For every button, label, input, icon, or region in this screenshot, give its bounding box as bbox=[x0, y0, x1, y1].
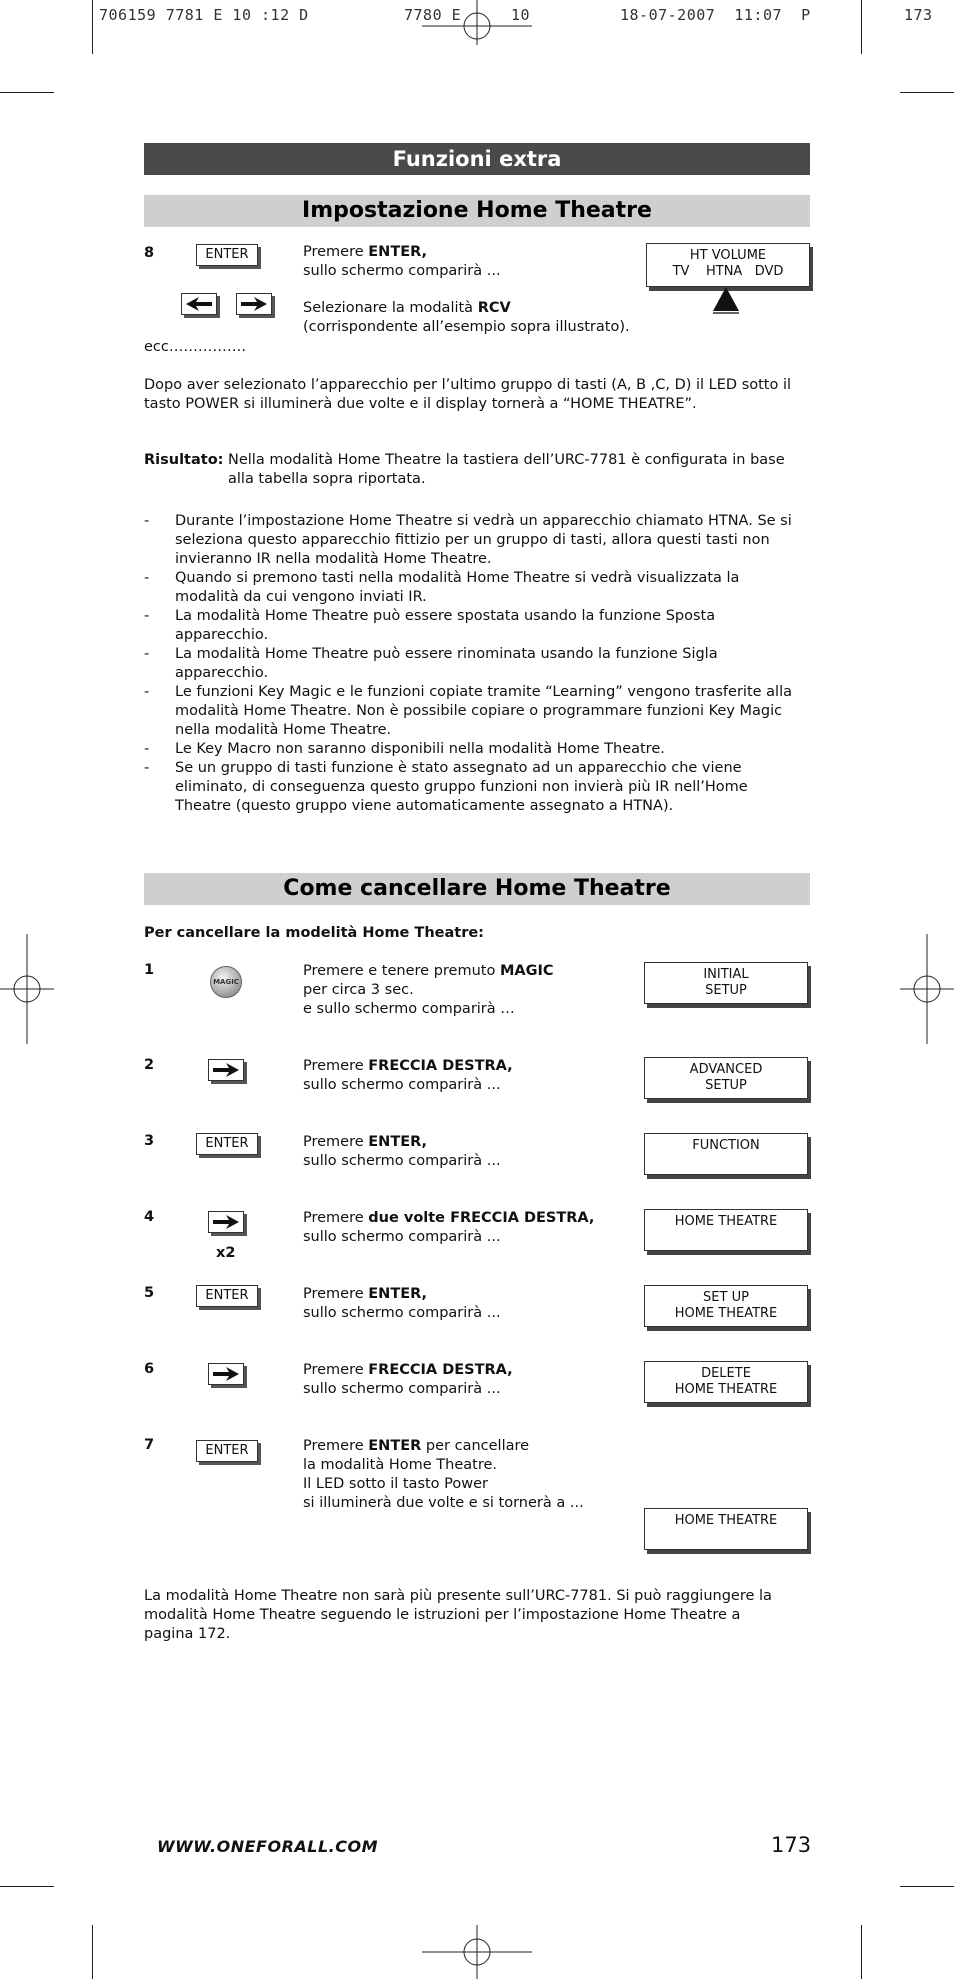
step8-select-text bbox=[303, 299, 703, 337]
screen-text: INITIAL SETUP bbox=[703, 967, 749, 998]
screen-text: ADVANCED SETUP bbox=[689, 1062, 763, 1093]
step-number: 5 bbox=[144, 1285, 155, 1301]
step-text bbox=[303, 1133, 643, 1171]
crop-mark bbox=[0, 1886, 54, 1887]
step-text bbox=[303, 962, 643, 1019]
registration-mark-left bbox=[0, 934, 54, 1044]
step-text-bold: FRECCIA DESTRA, bbox=[368, 1058, 513, 1074]
step-text-rest: sullo schermo comparirà ... bbox=[303, 1153, 501, 1169]
crop-mark bbox=[900, 92, 954, 93]
lcd-screen-ht-volume bbox=[646, 243, 810, 287]
final-paragraph: La modalità Home Theatre non sarà più presente sull’URC-7781. Si può raggiungere la modalità Home Theatre seguendo le istruzioni per l’impostazione Home Theatre a pagina 172. bbox=[144, 1588, 772, 1642]
screen-text: HOME THEATRE bbox=[674, 1513, 778, 1528]
step8-select: Selezionare la modalità bbox=[303, 300, 478, 316]
step-number: 8 bbox=[144, 245, 155, 261]
list-item: - Durante l’impostazione Home Theatre si vedrà un apparecchio chiamato HTNA. Se si seleziona questo apparecchio fittizio per un gruppo di tasti, allora questi tasti non invieranno IR nella modalità Home Theatre. bbox=[144, 512, 794, 569]
arrow-right-key-icon bbox=[208, 1059, 244, 1081]
step-text-rest: sullo schermo comparirà ... bbox=[303, 1381, 501, 1397]
step8-rcv: RCV bbox=[477, 300, 511, 316]
crop-mark bbox=[900, 1886, 954, 1887]
screen-line: TV HTNA DVD bbox=[672, 264, 784, 279]
lcd-screen bbox=[644, 962, 808, 1004]
slug-code: 706159 7781 E 10 :12 D bbox=[99, 6, 309, 24]
list-item: - Quando si premono tasti nella modalità Home Theatre si vedrà visualizzata la modalità da cui vengono inviati IR. bbox=[144, 569, 794, 607]
step-text-a: Premere bbox=[303, 1438, 369, 1454]
arrow-right-key-icon bbox=[208, 1211, 244, 1233]
step-text-rest: sullo schermo comparirà ... bbox=[303, 1229, 501, 1245]
arrow-right-key-icon bbox=[236, 293, 272, 315]
list-item: - Le Key Macro non saranno disponibili nella modalità Home Theatre. bbox=[144, 740, 794, 759]
step-text bbox=[303, 1361, 643, 1399]
lcd-screen bbox=[644, 1361, 808, 1403]
registration-mark-right bbox=[900, 934, 954, 1044]
arrow-right-key-icon bbox=[208, 1363, 244, 1385]
screen-text: HOME THEATRE bbox=[674, 1214, 778, 1229]
enter-key-icon: ENTER bbox=[196, 1133, 258, 1155]
slug-page: 173 bbox=[904, 6, 933, 24]
step-number: 1 bbox=[144, 962, 155, 978]
step-text-bold: ENTER, bbox=[368, 1134, 428, 1150]
step8-example: (corrispondente all’esempio sopra illustrato). bbox=[303, 319, 630, 335]
step-text-c: per cancellare bbox=[421, 1438, 530, 1454]
result-label-text: Risultato: bbox=[144, 452, 224, 468]
result-text bbox=[228, 451, 828, 489]
slug-middle-number: 10 bbox=[511, 6, 531, 24]
after-paragraph: Dopo aver selezionato l’apparecchio per l’ultimo gruppo di tasti (A, B ,C, D) il LED sotto il tasto POWER si illuminerà due volte e il display tornerà a “HOME THEATRE”. bbox=[144, 377, 792, 412]
screen-text: FUNCTION bbox=[692, 1138, 760, 1153]
step8-premere: Premere bbox=[303, 244, 369, 260]
list-item: - La modalità Home Theatre può essere spostata usando la funzione Sposta apparecchio. bbox=[144, 607, 794, 645]
setup-title: Impostazione Home Theatre bbox=[144, 195, 810, 227]
slug-middle: 7780 E bbox=[404, 6, 462, 24]
step-text-bold: ENTER, bbox=[368, 1286, 428, 1302]
step-number: 6 bbox=[144, 1361, 155, 1377]
step-text-a: Premere bbox=[303, 1134, 369, 1150]
up-arrow-pointer-icon bbox=[713, 287, 739, 315]
enter-key-icon: ENTER bbox=[196, 244, 258, 266]
notes-list bbox=[144, 512, 794, 816]
crop-mark bbox=[0, 92, 54, 93]
magic-key-icon: MAGIC bbox=[210, 966, 242, 998]
step-text-rest: per circa 3 sec. e sullo schermo comparirà … bbox=[303, 982, 515, 1017]
screen-line: HT VOLUME bbox=[689, 248, 767, 263]
section-header: Funzioni extra bbox=[144, 143, 810, 175]
step-text-a: Premere bbox=[303, 1362, 369, 1378]
step-text-a: Premere bbox=[303, 1286, 369, 1302]
enter-key-icon: ENTER bbox=[196, 1440, 258, 1462]
step-text-a: Premere bbox=[303, 1210, 369, 1226]
step-text bbox=[303, 1209, 643, 1247]
lcd-screen bbox=[644, 1057, 808, 1099]
delete-title: Come cancellare Home Theatre bbox=[144, 873, 810, 905]
multiplier-label: x2 bbox=[216, 1245, 236, 1261]
list-item: - La modalità Home Theatre può essere rinominata usando la funzione Sigla apparecchio. bbox=[144, 645, 794, 683]
step-text-rest: sullo schermo comparirà ... bbox=[303, 1305, 501, 1321]
step-number: 2 bbox=[144, 1057, 155, 1073]
delete-intro: Per cancellare la modelità Home Theatre: bbox=[144, 925, 484, 941]
step-text-bold: FRECCIA DESTRA, bbox=[368, 1362, 513, 1378]
result-label bbox=[144, 451, 223, 470]
lcd-screen bbox=[644, 1508, 808, 1550]
step-text bbox=[303, 1285, 643, 1323]
step-text bbox=[303, 1057, 643, 1095]
step-text bbox=[303, 1437, 643, 1513]
step-text-bold: MAGIC bbox=[499, 963, 554, 979]
crop-mark bbox=[861, 0, 862, 54]
step-text-bold: ENTER bbox=[368, 1438, 422, 1454]
slug-datetime: 18-07-2007 11:07 P bbox=[620, 6, 811, 24]
step-text-a: Premere e tenere premuto bbox=[303, 963, 500, 979]
page-number: 173 bbox=[771, 1833, 812, 1857]
enter-key-icon: ENTER bbox=[196, 1285, 258, 1307]
screen-text: SET UP HOME THEATRE bbox=[674, 1290, 778, 1321]
crop-mark bbox=[861, 1925, 862, 1979]
ecc-text: ecc……………. bbox=[144, 339, 246, 355]
step8-enter: ENTER, bbox=[368, 244, 428, 260]
lcd-screen bbox=[644, 1133, 808, 1175]
result-line: Nella modalità Home Theatre la tastiera dell’URC-7781 è configurata in base bbox=[228, 452, 785, 468]
step-text-rest: sullo schermo comparirà ... bbox=[303, 1077, 501, 1093]
registration-mark-top bbox=[422, 0, 532, 45]
step-text-bold: due volte FRECCIA DESTRA, bbox=[368, 1210, 595, 1226]
result-line: alla tabella sopra riportata. bbox=[228, 471, 426, 487]
crop-mark bbox=[92, 1925, 93, 1979]
step8-screen-text: sullo schermo comparirà ... bbox=[303, 263, 501, 279]
crop-mark bbox=[92, 0, 93, 54]
website-link[interactable]: WWW.ONEFORALL.COM bbox=[157, 1837, 379, 1856]
registration-mark-bottom bbox=[422, 1925, 532, 1979]
list-item: - Se un gruppo di tasti funzione è stato assegnato ad un apparecchio che viene eliminato, di conseguenza questo gruppo funzioni non invierà più IR nell’Home Theatre (questo gruppo viene automaticamente assegnato a HTNA). bbox=[144, 759, 794, 816]
list-item: - Le funzioni Key Magic e le funzioni copiate tramite “Learning” vengono trasferite alla modalità Home Theatre. Non è possibile copiare o programmare funzioni Key Magic nella modalità Home Theatre. bbox=[144, 683, 794, 740]
lcd-screen bbox=[644, 1285, 808, 1327]
screen-text: DELETE HOME THEATRE bbox=[674, 1366, 778, 1397]
step-number: 7 bbox=[144, 1437, 155, 1453]
step-text-a: Premere bbox=[303, 1058, 369, 1074]
arrow-left-key-icon bbox=[181, 293, 217, 315]
lcd-screen bbox=[644, 1209, 808, 1251]
step-text-rest: la modalità Home Theatre. Il LED sotto il tasto Power si illuminerà due volte e si tornerà a ... bbox=[303, 1457, 584, 1511]
step8-text bbox=[303, 243, 643, 281]
step-number: 4 bbox=[144, 1209, 155, 1225]
step-number: 3 bbox=[144, 1133, 155, 1149]
